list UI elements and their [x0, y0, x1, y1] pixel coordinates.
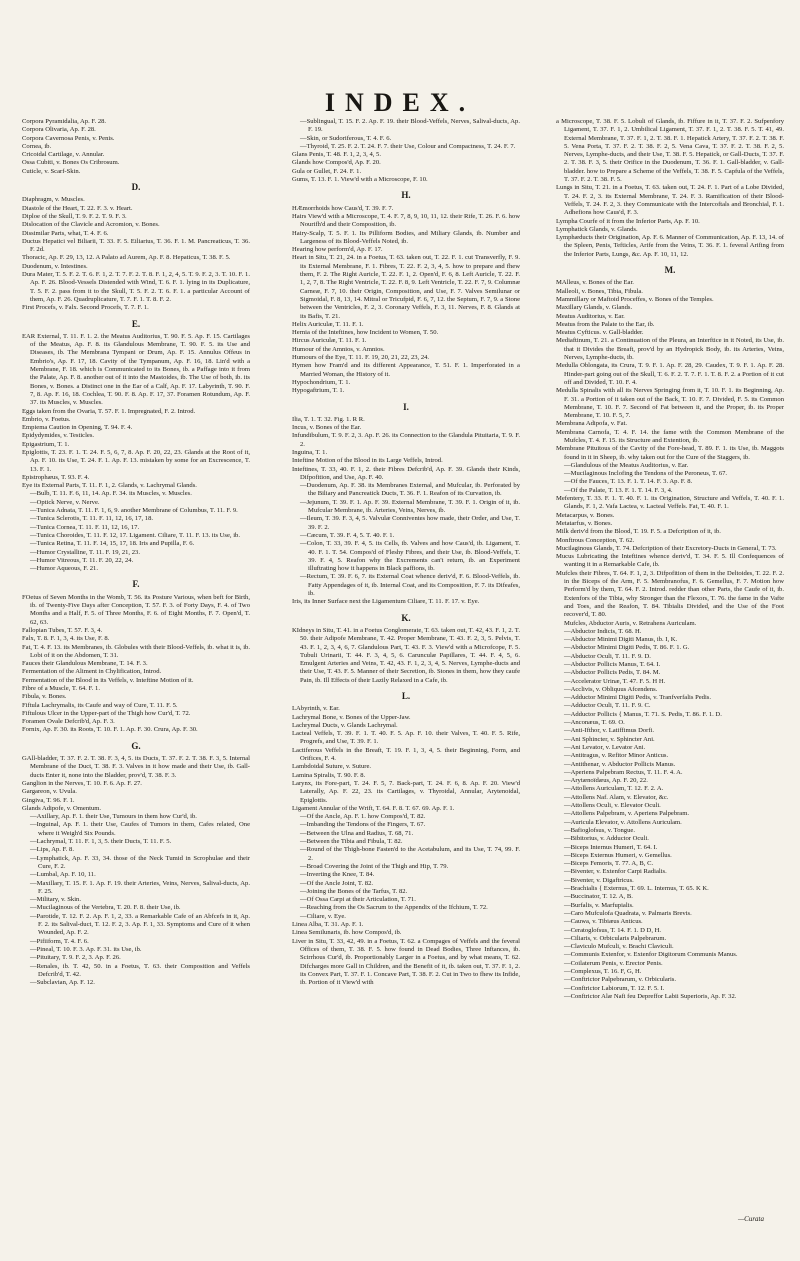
index-subentry: —Thyroid, T. 25. F. 2. T. 24. F. 7. their Use, Colour and Compactness, T. 24. F. 7. [300, 142, 516, 150]
index-entry: Linea Semilunaris, ib. how Compos'd, ib. [292, 929, 402, 937]
index-subentry: —Tunica Sclerotis, T. 11. F. 11, 12, 16, 17, 18. [30, 515, 154, 523]
index-subentry: —Accelerator Urinæ, T. 47. F. 5. H H. [564, 677, 666, 685]
index-entry: Gums, T. 13. F. 1. View'd with a Microscope, F. 10. [292, 176, 428, 184]
index-subentry: —Of the Ancle Joint, T. 82. [300, 879, 374, 887]
index-subentry: —Aperiens Palpebram Rectus, T. 11. F. 4. A. [564, 768, 683, 776]
index-subentry: —Ileum, T. 39. F. 3, 4, 5. Valvulæ Conniventes how made, their Order, and Use, T. 39. F. 2. [300, 515, 520, 531]
index-entry: Maxillary Glands, v. Glands. [556, 304, 633, 312]
index-subentry: —Lymphatick, Ap. F. 33, 34. those of the Neck Tumid in Scrophulae and their Cure, F. 2. [30, 854, 250, 870]
index-subentry: —Brachialis { Externus, T. 69. L. Internus, T. 65. K K. [564, 885, 709, 893]
index-entry: GAll-bladder, T. 37. F. 2. T. 38. F. 3, 4, 5. its Ducts, T. 37. F. 2. T. 38. F. 3, 5. Internal Membrane of the Duct, T. 38. F. 3. Valves in it how made and their Use, ib. Gall-ducts Enter it, none into the Bladder, prov'd, T. 38. F. 3. [22, 755, 250, 779]
index-entry: LAbyrinth, v. Ear. [292, 705, 340, 713]
index-entry: Membrane Pituitous of the Cavity of the Fore-head, T. 89. F. 1. its Use, ib. Maggots found in it in Sheep, ib. why taken out for the Cure of the Staggers, ib. [556, 445, 784, 461]
index-entry: Dura Mater, T. 5. F. 2. T. 6. F. 1, 2. T. 7. F. 2. T. 8. F. 1, 2, 4, 5. T. 9. F. 2, 3. T. 10. F. 1. Ap. F. 26. Blood-Vessels Distended with Wind, T. 6. F. 1. lying in its Duplicature, T. 5. F. 2. pass from it to the Skull, T. 5. F. 2. T. 6. F. 1. a particular Account of them, Ap. F. 26. Quadruplicature, T. 7. F. 1. T. 8. F. 2. [22, 271, 250, 303]
index-subentry: —Abductor Oculi, T. 11. F. 9. D. [564, 652, 651, 660]
index-subentry: —Ciliare, v. Eye. [300, 912, 346, 920]
index-subentry: —Claviculo Mufculi, v. Brachi Claviculi. [564, 943, 674, 951]
index-entry: Empiema Caution in Opening, T. 94. F. 4. [22, 424, 133, 432]
index-entry: Malleoli, v. Bones, Tibia, Fibula. [556, 287, 643, 295]
index-entry: Glands how Compos'd, Ap. F. 20. [292, 159, 381, 167]
index-entry: Gula or Gullet, F. 24. F. 1. [292, 167, 362, 175]
index-entry: Lamina Spiralis, T. 90. F. 8. [292, 771, 366, 779]
index-entry: Ilia, T. 1. T. 32. Fig. 1. R R. [292, 415, 365, 423]
index-entry: Ductus Hepatici vel Biliarii, T. 33. F. 5. Eiliarius, T. 36. F. 1. M. Pancreaticus, T. 36. F. 2d. [22, 237, 250, 254]
index-entry: Epidydymides, v. Testicles. [22, 432, 95, 440]
index-entry: Hypochondrium, T. 1. [292, 378, 351, 386]
index-entry: HÆmorrhoids how Caus'd, T. 39. F. 7. [292, 204, 394, 212]
index-entry: Heart in Situ, T. 21, 24. in a Foetus, T. 63. taken out, T. 22. F. 1. cut Transverfly, F. 9. its External Membrane, F. 1. Fibres, T. 22. F. 2, 3, 4, 5. how to prepare and fhew them, F. 2. The Right Auricle, T. 22. F. 1, 2. Open'd, F. 6, 8. Left Auricle, T. 22. F. 1, 2, 7, 8. The Right Ventricle, T. 22. F. 8, 9. Left Ventricle, T. 22. F. 7, 9. Columnæ Carneæ, F. 7, 10. their Origin, Composition, and Use, F. 7. Valves Semilunar or Sigmoidal, F. 8, 13, 14. Mitral or Tricufpid, F. 6, 7, 12. the Septum, F. 7, 9. a Stone between the Ventricles, F. 2, 3. Coronary Veffels, F. 3, 11. Nerves, F. 8. Glands at its Bafis, T. 21. [292, 254, 520, 320]
index-entry: Lambdoidal Suture, v. Suture. [292, 763, 372, 771]
index-entry: Falx, T. 8. F. 1, 3, 4. its Use, F. 8. [22, 635, 110, 643]
index-subentry: —Bafioglofsus, v. Tongue. [564, 826, 635, 834]
index-subentry: —Conftrictor Alæ Nafi feu Depreffor Labii Superioris, Ap. F. 32. [564, 992, 737, 1000]
index-entry: Fat, T. 4. F. 13. its Membranes, ib. Globules with their Blood-Veffels, ib. what it is, ib. Lobi of it on the Abdomen, T. 31. [22, 643, 250, 659]
index-entry: Hearing how perform'd, Ap. F. 17. [292, 246, 383, 254]
index-entry: Fibula, v. Bones. [22, 693, 67, 701]
index-entry: Fiftulous Ulcer in the Upper-part of the Thigh how Cur'd, T. 72. [22, 709, 191, 717]
index-subentry: —Glandulous of the Meatus Auditorius, v. Ear. [564, 461, 689, 469]
index-subentry: —Imbanding the Tendons of the Fingers, T. 67. [300, 821, 426, 829]
index-subentry: —Arytænoïdæus, Ap. F. 20, 22. [564, 777, 648, 785]
index-subentry: —Mucilaginous Inclofing the Tendons of the Peroneus, T. 67. [564, 470, 728, 478]
index-subentry: —Abductor Pollicis Manus, T. 64. I. [564, 661, 661, 668]
index-entry: Gargareon, v. Uvula. [22, 788, 77, 796]
index-subentry: —Axillary, Ap. F. 1. their Use, Tumours in them how Cur'd, ib. [30, 813, 197, 821]
index-entry: Membrana Adipofa, v. Fat. [556, 420, 627, 428]
index-subentry: —Tunica Adnata, T. 11. F. 1, 6, 9. another Membrane of Columbus, T. 11. F. 9. [30, 507, 238, 515]
index-entry: Cornea, ib. [22, 142, 52, 150]
index-entry: Fornix, Ap. F. 30. its Roots, T. 10. F. 1. Ap. F. 30. Crura, Ap. F. 30. [22, 726, 198, 734]
index-subentry: —Skin, or Sudoriferous, T. 4. F. 6. [300, 134, 392, 142]
index-entry: Foramen Ovale Defcrib'd, Ap. F. 3. [22, 718, 115, 726]
index-subentry: —Pifiiform, T. 4. F. 6. [30, 937, 89, 945]
page-title: INDEX. [324, 88, 476, 117]
section-letter: K. [401, 612, 411, 623]
index-subentry: —Burfalis, v. Marfupialis. [564, 901, 634, 909]
section-letter: H. [401, 190, 411, 201]
index-subentry: —Biceps Femoris, T. 77. A, B, C. [564, 860, 654, 868]
index-entry: Mucilaginous Glands, T. 74. Defcription of their Excretory-Ducts in General, T. 73. [556, 544, 777, 552]
index-entry: Humours of the Eye, T. 11. F. 19, 20, 21, 22, 23, 24. [292, 354, 430, 362]
index-entry: Hairs View'd with a Microscope, T. 4. F. 7, 8, 9, 10, 11, 12. their Rife, T. 26. F. 6. how Nourifh'd and their Composition, ib. [292, 212, 520, 229]
index-subentry: —Maxillary, T. 15. F. 1. Ap. F. 19. their Arteries, Veins, Nerves, Salival-ducts, Ap. F. 25. [30, 879, 250, 895]
index-subentry: —Between the Ulna and Radius, T. 68, 71. [300, 829, 414, 837]
index-entry: Fermentation of the Aliment in Chylification, Introd. [22, 668, 162, 676]
index-subentry: —Ani Levator, v. Levator Ani. [564, 743, 646, 751]
section-letter: I. [403, 401, 409, 412]
section-letter: E. [131, 318, 141, 329]
index-subentry: —Tunica Choroides, T. 11. F. 12, 17. Ligament. Ciliare, T. 11. F. 13. its Use, ib. [30, 531, 240, 539]
index-entry: Fibre of a Muscle, T. 64. F. 1. [22, 685, 100, 692]
index-entry: MAlleus, v. Bones of the Ear. [556, 279, 634, 287]
index-subentry: —Abductor Minimi Digiti Manus, ib. I, K. [564, 636, 678, 644]
index-entry: Lachrymal Bone, v. Bones of the Upper-Jaw. [292, 713, 411, 721]
index-entry: Epigastrium, T. 1. [22, 440, 70, 448]
index-subentry: —Coilaterum Penis, v. Erector Penis. [564, 959, 663, 967]
index-entry: Humour of the Amnios, v. Amnios. [292, 345, 385, 353]
index-subentry: —Of Ossa Carpi at their Articulation, T. 71. [300, 896, 416, 904]
index-entry: Lachrymal Ducts, v. Glands Lachrymal. [292, 721, 398, 729]
index-entry: Inguina, T. 1. [292, 448, 328, 456]
index-subentry: —Optick Nerve, v. Nerve. [30, 498, 100, 506]
index-subentry: —Military, v. Skin. [30, 896, 81, 904]
index-entry: Iris, its Inner Surface next the Ligamentum Ciliare, T. 11. F. 17. v. Eye. [292, 598, 480, 606]
index-subentry: —Conftrictor Palpebrarum, v. Orbicularis. [564, 976, 677, 984]
section-letter: G. [131, 740, 141, 751]
index-subentry: —Sublingual, T. 15. F. 2. Ap. F. 19. their Blood-Veffels, Nerves, Salival-ducts, Ap. F. 19. [300, 118, 520, 134]
index-subentry: —Ciliaris, v. Orbicularis Palpebrarum. [564, 934, 667, 942]
index-entry: Diploe of the Skull, T. 9. F. 2. T. 9. F. 3. [22, 212, 127, 220]
index-entry: Lacteal Veffels, T. 39. F. 1. T. 40. F. 5. Ap. F. 10. their Valves, T. 40. F. 5. Rife, Progrefs, and Use, T. 39. F. 1. [292, 730, 520, 746]
index-entry: Hairy-Scalp, T. 5. F. 1. Its Pilliform Bodies, and Miliary Glands, ib. Number and Largeness of its Blood-Veffels Noted, ib. [292, 229, 520, 245]
section-letter: M. [664, 265, 676, 276]
index-entry: Eggs taken from the Ovaria, T. 57. F. 1. Impregnated, F. 2. Introd. [22, 407, 196, 415]
index-entry: Membrana Carnofa, T. 4. F. 14. the fame with the Common Membrane of the Mufcles, T. 4. F. 15. its Structure and Extention, ib. [556, 428, 784, 444]
index-entry: Thoracic, Ap. F. 29, 13, 12. A Palato ad Aurem, Ap. F. 8. Hepaticus, T. 38. F. 5. [22, 254, 231, 262]
index-entry: Ligament Annular of the Wrift, T. 64. F. 8. T. 67. 69. Ap. F. 1. [292, 804, 455, 812]
index-subentry: —Inguinal, Ap. F. 1. their Use, Caufes of Tumors in them, Cafes related, One where it Weigh'd Six Pounds. [30, 821, 250, 837]
index-subentry: —Communis Extenfor, v. Extenfor Digitorum Communis Manus. [564, 951, 738, 959]
index-subentry: —Renales, ib. T. 42, 50. in a Foetus, T. 63. their Composition and Veffels Defcrib'd, T. 42. [30, 962, 250, 978]
index-subentry: —Tunica Retina, T. 11. F. 14, 15, 17, 18. Iris and Pupilla, F. 6. [30, 540, 195, 548]
index-entry: Milk deriv'd from the Blood, T. 19. F. 5. a Defcription of it, ib. [556, 528, 721, 536]
index-subentry: —Humor Aqueous, F. 21. [30, 565, 98, 573]
index-subentry: —Between the Tibia and Fibula, T. 82. [300, 838, 403, 846]
index-entry: Fermentation of the Blood in its Veffels, v. Inteftine Motion of it. [22, 676, 194, 684]
index-entry: Mediaftinum, T. 21. a Continuation of the Pleura, an Interftice in it Noted, its Use, ib. that it Divides the Breaft, prov'd by an Hydropick Body, ib. its Arteries, Veins, Nerves, Lymphe-ducts, ib. [556, 337, 784, 362]
index-entry: Ossa Cubiti, v. Bones Os Cribrosum. [22, 159, 120, 167]
index-entry: Cuticle, v. Scarf-Skin. [22, 167, 81, 175]
index-subentry: —Inverting the Knee, T. 84. [300, 871, 375, 879]
index-entry: Lympha Courfe of it from the Inferior Parts, Ap. F. 10. [556, 217, 700, 225]
index-subentry: —Jejunum, T. 39. F. 1. Ap. F. 39. External Membrane, T. 39. F. 1. Origin of it, ib. Mufcular Membrane, ib. Arteries, Veins, Nerves, ib. [300, 498, 520, 515]
index-entry: Hypogaftrium, T. 1. [292, 387, 345, 395]
index-entry: Meatus from the Palate to the Ear, ib. [556, 320, 655, 328]
index-subentry: —Abductor Pollicis Pedis, T. 84. M. [564, 669, 661, 677]
index-entry: Dislocation of the Clavicle and Acromion, v. Bones. [22, 221, 160, 229]
index-subentry: —Anconæus, T. 69. O. [564, 719, 625, 727]
index-subentry: —Buccinator, T. 12. A, B. [564, 893, 633, 901]
index-subentry: —Attollens Oculi, v. Elevator Oculi. [564, 802, 661, 810]
index-subentry: —Mucilaginous of the Vertebra, T. 20. F. 8. their Use, ib. [30, 904, 181, 912]
index-subentry: —Biventer, v. Digaftricus. [564, 876, 634, 884]
index-column-1 [22, 118, 250, 987]
index-entry: Diastole of the Heart, T. 22. F. 3. v. Heart. [22, 204, 133, 212]
index-subentry: —Lumbal, Ap. F. 10, 11. [30, 871, 96, 879]
index-entry: Linea Alba, T. 31. Ap. F. 1. [292, 921, 364, 929]
index-subentry: —Biventer, v. Extenfor Carpi Radialis. [564, 868, 667, 876]
index-subentry: —Parotide, T. 12. F. 2. Ap. F. 1, 2, 33. a Remarkable Cafe of an Abfcefs in it, Ap. F. 2. its Salival-duct, T. 12. F. 2, 3. Ap. F. 1, 33. Symptoms and Cure of it when Wounded, Ap. F. 2. [30, 912, 250, 937]
index-subentry: —Of the Palate, T. 13. F. 1. T. 14. F. 3, 4. [564, 486, 673, 494]
index-subentry: —Broad Covering the Joint of the Thigh and Hip, T. 79. [300, 862, 449, 870]
index-subentry: —Ceratoglofsus, T. 14. F. 1. D D, H. [564, 926, 662, 934]
index-entry: Mefentery, T. 33. F. 1. T. 40. F. 1. its Origination, Structure and Veffels, T. 40. F. 1. Glands, F. 1, 2. Vafa Lactea, v. Lacteal Veffels. Fat, T. 40. F. 1. [556, 495, 784, 511]
index-subentry: —Abductor Minimi Digiti Pedis, T. 86. F. 1. G. [564, 644, 690, 652]
index-entry: Hernia of the Inteftines, how Incident to Women, T. 50. [292, 329, 439, 337]
index-subentry: —Adductor Pollicis { Manus, T. 71. S. Pedis, T. 86. F. 1. D. [564, 710, 722, 718]
index-subentry: —Bibitorius, v. Adductor Oculi. [564, 835, 649, 843]
index-entry: Corpora Cavernosa Penis, v. Penis. [22, 134, 115, 142]
index-subentry: —Ani Sphincter, v. Sphincter Ani. [564, 735, 655, 743]
index-entry: Dissimilar Parts, what, T. 4. F. 6. [22, 229, 109, 237]
index-subentry: —Acclivis, v. Obliquus Afcendens. [564, 685, 658, 693]
index-entry: Liver in Situ, T. 33, 42, 49. in a Foetus, T. 62. a Compages of Veffels and the feveral Offices of them, T. 38. F. 5. how found in Dead Bodies, Three Inftances, ib. Scirrhous Cur'd, ib. Proportionably Larger in a Foetus, and by what means, T. 62. Difcharges more Gall in Children, and the Benefit of it, ib. taken out, T. 37. F. 1, 2. its Convex Part, T. 37. F. 1. Concave Part, T. 38. F. 2. Cut in Two to fhew its Infide, ib. Portion of it View'd with [292, 937, 520, 987]
index-entry: Inteftine Motion of the Blood in its Large Veffels, Introd. [292, 457, 443, 465]
index-entry: Larynx, its Fore-part, T. 24. F. 5, 7. Back-part, T. 24. F. 6, 8. Ap. F. 20. View'd Laterally, Ap. F. 22, 23. its Cartilages, v. Thyroidal, Annular, Arytenoidal, Epiglottis. [292, 779, 520, 804]
index-subentry: —Pituitary, T. 9. F. 2, 3. Ap. F. 26. [30, 954, 121, 962]
index-entry: Fauces their Glandulous Membrane, T. 14. F. 3. [22, 660, 148, 668]
index-entry: Incus, v. Bones of the Ear. [292, 424, 362, 432]
index-entry: Mammillary or Maftoid Proceffes, v. Bones of the Temples. [556, 295, 714, 303]
index-entry: Glans Penis, T. 48. F. 1, 2, 3, 4, 5. [292, 151, 381, 159]
index-subentry: —Biceps Internus Humeri, T. 64. I. [564, 843, 658, 851]
index-entry: Epiglottis, T. 23. F. 1. T. 24. F. 5, 6, 7, 8. Ap. F. 20, 22, 23. Glands at the Root of it, Ap. F. 10. its Use, T. 24. F. 1. Ap. F. 13. mistaken by some for an Excrescence, T. 13. F. 1. [22, 448, 250, 473]
index-entry: Hircus Auriculæ, T. 11. F. 1. [292, 337, 367, 345]
index-entry: Inteftines, T. 33, 40. F. 1, 2. their Fibres Defcrib'd, Ap. F. 39. Glands their Kinds, Difpofition, and Use, Ap. F. 40. [292, 465, 520, 481]
index-subentry: —Lips, Ap. F. 8. [30, 846, 74, 854]
index-subentry: —Adductor Oculi, T. 11. F. 9. C. [564, 702, 651, 710]
index-entry: Lymphæducts their Origination, Ap. F. 6. Manner of Communication, Ap. F. 13, 14. of the Spleen, Penis, Tefticles, Arife from the Veins, T. 36. F. 1. feveral Arifing from the Inferior Parts, Lungs, &c. Ap. F. 10, 11, 12. [556, 234, 784, 258]
index-subentry: —Round of the Thigh-bone Fasten'd to the Acetabulum, and its Use, T. 74, 99. F. 2. [300, 846, 520, 862]
index-entry: a Microscope, T. 38. F. 5. Lobuli of Glands, ib. Fiffure in it, T. 37. F. 2. Sufpenfory Ligament, T. 37. F. 1, 2. Umbilical Ligament, T. 37. F. 1, 2. T. 38. F. 5. T. 41, 49. External Membrane, T. 37. F. 1, 2. T. 38. F. 1. Hepatick Artery, T. 37. F. 2. T. 38. F. 5. Vena Porta, T. 37. F. 2. T. 38. F. 2, 5. Vena Cava, T. 37. F. 2. T. 38. F. 2, 5. Nerves, Lymphe-ducts, and their Use, T. 38. F. 5. Hepatick, or Gall-Ducts, T. 37. F. 2. T. 38. F. 3, 5. their Orifice in the Duodenum, T. 36. F. 1. Gall-bladder, v. Gall-bladder. how to Prepare a Scheme of the Veffels, T. 38. F. 5. Capfula of the Veffels, T. 37. F. 2. T. 38. F. 5. [556, 118, 784, 184]
index-entry: Corpora Pyramidalia, Ap. F. 28. [22, 118, 107, 125]
index-entry: Medulla Oblongata, its Crura, T. 9. F. 1. Ap. F. 28, 29. Caudex, T. 9. F. 1. Ap. F. 28. Hinder-part going out of the Skull, T. 6. F. 2. T. 7. F. 1. T. 8. F. 2. a Portion of it cut off and Divided, T. 10. F. 4. [556, 362, 784, 386]
index-subentry: —Cauwa, v. Tibiæus Anticus. [564, 918, 643, 926]
section-letter: D. [131, 182, 141, 193]
index-entry: Diaphragm, v. Muscles. [22, 196, 85, 204]
index-subentry: —Lachrymal, T. 11. F. 1, 3, 5. their Ducts, T. 11. F. 5. [30, 838, 172, 846]
index-entry: Cricoidal Cartilage, v. Annular. [22, 151, 105, 159]
index-entry: Meatus Auditorius, v. Ear. [556, 312, 625, 320]
index-subentry: —Antithenar, v. Abductor Pollicis Manus. [564, 760, 676, 768]
index-entry: Metacarpus, v. Bones. [556, 511, 615, 519]
index-entry: Embrio, v. Foetus. [22, 415, 71, 423]
index-entry: Glands Adipofe, v. Omentum. [22, 804, 102, 812]
index-entry: Mucus Lubricating the Inteftines whence deriv'd, T. 34. F. 5. Ill Confequences of wanting it in a Remarkable Cafe, ib. [556, 553, 784, 569]
index-entry: Fallopian Tubes, T. 57. F. 3, 4. [22, 626, 103, 634]
index-subentry: —Humor Crystalline, T. 11. F. 19, 21, 23. [30, 548, 140, 556]
catchword: —Curata [737, 1215, 764, 1223]
index-subentry: —Pineal, T. 10. F. 3. Ap. F. 31. its Use, ib. [30, 945, 142, 953]
index-subentry: —Attollens Palpebram, v. Aperiens Palpebram. [564, 810, 690, 818]
index-entry: Epistrophæus, T. 93. F. 4. [22, 473, 90, 481]
index-subentry: —Antitragus, v. Refitor Minor Anticus. [564, 752, 669, 760]
index-entry: KIdneys in Situ, T. 41. in a Foetus Conglomerate, T. 63. taken out, T. 42, 43. F. 1, 2. T. 50. their Adipofe Membrane, T. 42. Proper Membrane, T. 43. F. 2, 3, 5. Pelvis, T. 43. F. 1, 2, 3, 4, 6, 7. Glandulous Part, T. 43. F. 3. View'd with a Microfcope, F. 5. Tubuli Urinarii, T. 44. F. 3, 4, 5, 6. Carunculæ Papillares, T. 44. F. 4, 5, 6. Emulgent Arteries and Veins, T. 42, 43. F. 1, 2, 3, 4, 5. Nerves, Lymphe-ducts and their Use, T. 43. F. 5. Manner of their Secretion, ib. Stones in them, how they caufe Pain, ib. Ill Effects of their Lazily Relaxed in a Cafe, ib. [292, 626, 520, 684]
index-entry: Hymen how Fram'd and its different Appearance, T. 51. F. 1. Imperforated in a Married Woman, the History of it. [292, 362, 520, 378]
index-subentry: —Colon, T. 33, 39. F. 4, 5. its Cells, ib. Valves and how Caus'd, ib. Ligament, T. 40. F. 1. T. 54. Compos'd of Fleshy Fibres, and their Use, ib. Blood-Veffels, T. 39. F. 4, 5. Reafon why the Excrements can't return, ib. an Experiment illuftrating how it happens in Black paffions, ib. [300, 540, 520, 573]
index-subentry: —Humor Vitreous, T. 11. F. 20, 22, 24. [30, 556, 134, 564]
index-entry: Mufcles their Fibres, T. 64. F. 1, 2, 3. Difpofition of them in the Deltoides, T. 22. F. 2. in the Biceps of the Arm, F. 5. Membranofus, F. 6. Gemellus, F. 7. Motion how Perform'd by them, T. 64. F. 2. Introd. redder than other Parts, the Caufe of it, ib. Extenfors of the Tibia, why Stronger than the Flexors, T. 76. the fame in the Vafte and Toes, and the Reafon, T. 84. Tibialis Divided, and the Use of the Foot recover'd, T. 80. [556, 569, 784, 619]
index-subentry: —Subclavian, Ap. F. 12. [30, 979, 95, 987]
index-entry: Lactiferous Veffels in the Breaft, T. 19. F. 1, 3, 4, 5. their Beginning, Form, and Orifices, F. 4. [292, 746, 520, 763]
index-subentry: —Caro Mufculofa Quadrata, v. Palmaris Brevis. [564, 909, 692, 917]
index-entry: Corpora Olivaria, Ap. F. 28. [22, 126, 96, 134]
index-subentry: —Biceps Externus Humeri, v. Gemellus. [564, 851, 672, 859]
index-subentry: —Bulb, T. 11. F. 6, 11, 14. Ap. F. 34. its Muscles, v. Muscles. [30, 490, 192, 498]
index-subentry: Mufcles, Abductor Auris, v. Retrahens Auriculam. [564, 619, 697, 627]
index-subentry: —Complexus, T. 16. F, G, H. [564, 967, 642, 975]
index-entry: Infundibulum, T. 9. F. 2, 3. Ap. F. 26. its Connection to the Glandula Pituitaria, T. 9. F. 2. [292, 432, 520, 448]
section-letter: F. [132, 579, 140, 590]
index-subentry: —Auricula Elevator, v. Attollens Auriculam. [564, 818, 682, 826]
index-entry: Ganglion in the Nerves, T. 10. F. 6. Ap. F. 27. [22, 779, 142, 787]
index-subentry: —Joining the Bones of the Tarfus, T. 82. [300, 887, 408, 895]
index-subentry: —Attollens Naf. Alam, v. Elevator, &c. [564, 793, 669, 801]
index-subentry: —Rectum, T. 39. F. 6, 7. its External Coat whence deriv'd, F. 6. Blood-Veffels, ib. Fatty Appendages of it, ib. Internal Coat, and its Composition, F. 7. its Difeafes, ib. [300, 573, 520, 598]
index-subentry: —Abductor Indicis, T. 68. H. [564, 627, 642, 635]
index-entry: EAR External, T. 11. F. 1. 2. the Meatus Auditorius, T. 90. F. 5. Ap. F. 15. Cartilages of the Meatus, Ap. F. 8. its Glandulous Membrane, T. 90. F. 5. its Use and Diseases, ib. The Membrana Tympani or Drum, Ap. F. 15. Annulus Offeus in Embrio's, Ap. F. 17, 18. Cavity of the Tympanum, Ap. F. 16, 18. Lin'd with a Membrane, F. 18. which is Communicated to its Bones, ib. a Paffage into it from the Palate, Ap. F. 8. another out of it into the Mastoides, ib. The Use of both, ib. its Bones, v. Bones. a Distinct one in the Ear of a Calf, Ap. F. 17. Labyrinth, T. 90. F. 7, 8. Ap. F. 16, 18. Cochlea, T. 90. F. 8. Ap. F. 17, 37. Foramen Rotundum, Ap. F. 37. its Muscles, v. Muscles. [22, 332, 250, 407]
section-letter: L. [401, 691, 411, 701]
index-entry: Lungs in Situ, T. 21. in a Foetus, T. 63. taken out, T. 24. F. 1. Part of a Lobe Divided, T. 24. F. 2, 3. its External Membrane, T. 24. F. 3. Ramification of their Blood-Veffels, T. 24. F. 2, 3. they Communicate with the Intercoftals and Bronchial, F. 1. Adhefions how Caus'd, F. 3. [556, 184, 784, 217]
index-subentry: —Reaching from the Os Sacrum to the Appendix of the Ifchium, T. 72. [300, 904, 488, 912]
index-subentry: —Attollens Auriculam, T. 12. F. 2. A. [564, 785, 664, 793]
index-entry: Metatarfus, v. Bones. [556, 519, 613, 527]
index-subentry: —Duodenum, Ap. F. 38. its Membranes External, and Mufcular, ib. Perforated by the Biliary and Pancreatick Ducts, T. 36. F. 1. Reafon of its Curvation, ib. [300, 482, 520, 498]
index-subentry: —Adductor Minimi Digiti Pedis, v. Tranfverfalis Pedis. [564, 694, 712, 702]
index-entry: Fiftula Lachrymalis, its Caufe and way of Cure, T. 11. F. 5. [22, 701, 178, 709]
index-subentry: —Of the Ancle, Ap. F. 1. how Compos'd, T. 82. [300, 813, 426, 821]
index-entry: Monftrous Conception, T. 62. [556, 536, 635, 544]
index-entry: Lymphatick Glands, v. Glands. [556, 225, 638, 233]
index-subentry: —Cæcum, T. 39. F. 4, 5. T. 40. F. 1. [300, 531, 395, 539]
index-entry: Helix Auriculæ, T. 11. F. 1. [292, 320, 364, 328]
index-subentry: —Tunica Cornea, T. 11. F. 11, 12, 16, 17. [30, 523, 140, 531]
index-entry: Medulla Spinalis with all its Nerves Springing from it, T. 10. F. 1. its Beginning, Ap. F. 31. a Portion of it taken out of the Back, T. 10. F. 7. Divided, F. 5. its Common Membrane, T. 10. F. 7. Second of Fat between it, and the Proper, ib. its Proper Membrane, T. 10. F. 5, 7. [556, 387, 784, 420]
index-subentry: —Anti-Ifthor, v. Latiffimus Dorfi. [564, 727, 655, 735]
index-column-3 [556, 118, 784, 1001]
index-column-2 [292, 118, 520, 987]
index-subentry: —Conftrictor Labiorum, T. 12. F. 5. I. [564, 984, 665, 992]
index-entry: First Procefs, v. Falx. Second Procefs, T. 7. F. 1. [22, 304, 149, 312]
index-entry: Meatus Cyfticus. v. Gall-bladder. [556, 329, 644, 337]
index-entry: Gingiva, T. 96. F. 1. [22, 796, 75, 804]
index-entry: Duodenum, v. Intestines. [22, 262, 88, 270]
index-entry: Eye its External Parts, T. 11. F. 1, 2. Glands, v. Lachrymal Glands. [22, 482, 197, 490]
index-subentry: —Of the Fauces, T. 13. F. 1. T. 14. F. 3. Ap. F. 8. [564, 478, 693, 486]
index-entry: FOetus of Seven Months in the Womb, T. 56. its Posture Various, when beft for Birth, ib. of Twenty-Five Days after Conception, T. 57. F. 3. of Forty Days, F. 4. of Two Months and a Half, F. 5. of Three Months, F. 6. of Eight Months, F. 7. Open'd, T. 62, 63. [22, 593, 250, 626]
